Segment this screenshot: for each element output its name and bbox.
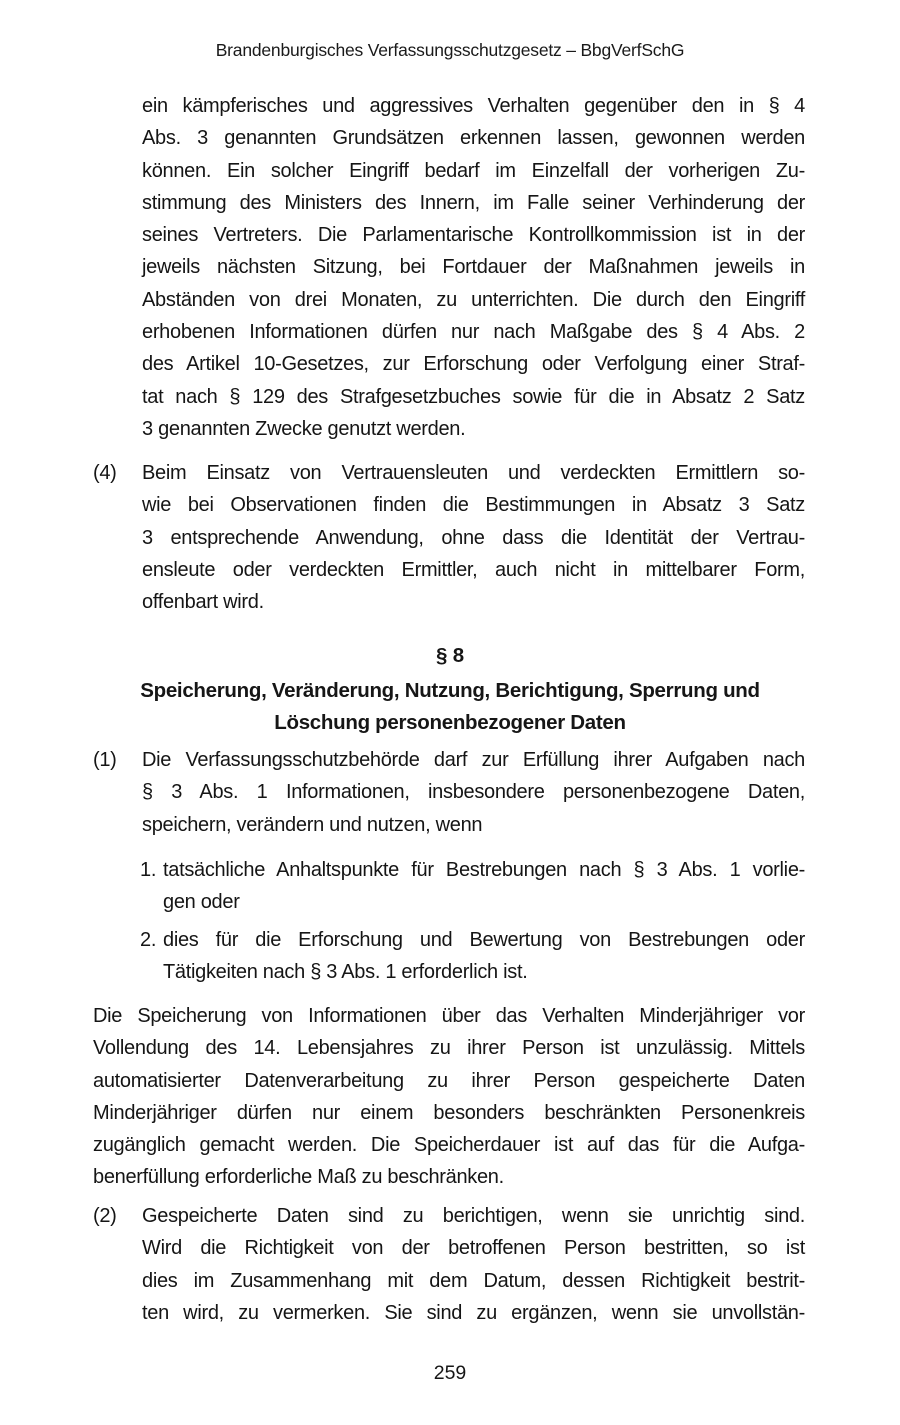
text-line: automatisierter Datenverarbeitung zu ihrer Person gespeicherte Daten	[93, 1069, 805, 1092]
text-line: zugänglich gemacht werden. Die Speicherdauer ist auf das für die Aufga-	[93, 1134, 805, 1157]
text-line: wie bei Observationen finden die Bestimmungen in Absatz 3 Satz	[142, 494, 805, 517]
text-line: können. Ein solcher Eingriff bedarf im Einzelfall der vorherigen Zu-	[142, 159, 805, 182]
section-number: § 8	[436, 644, 464, 667]
text-line: gen oder	[163, 891, 240, 914]
text-line: Die Verfassungsschutzbehörde darf zur Erfüllung ihrer Aufgaben nach	[142, 749, 805, 771]
text-line: 3 genannten Zwecke genutzt werden.	[142, 417, 466, 440]
text-line: Tätigkeiten nach § 3 Abs. 1 erforderlich ist.	[163, 961, 528, 984]
text-line: 3 entsprechende Anwendung, ohne dass die Identität der Vertrau-	[142, 526, 805, 549]
list-item-1	[163, 854, 805, 919]
text-line: speichern, verändern und nutzen, wenn	[142, 813, 483, 836]
section-title-line-1: Speicherung, Veränderung, Nutzung, Berichtigung, Sperrung und	[140, 679, 760, 702]
text-line: Abs. 3 genannten Grundsätzen erkennen lassen, gewonnen werden	[142, 127, 805, 150]
paragraph-marker: (4)	[93, 462, 117, 484]
list-item-2	[163, 924, 805, 989]
text-line: tatsächliche Anhaltspunkte für Bestrebungen nach § 3 Abs. 1 vorlie-	[163, 859, 805, 881]
running-header: Brandenburgisches Verfassungsschutzgesetz – BbgVerfSchG	[215, 40, 685, 60]
text-line: § 3 Abs. 1 Informationen, insbesondere personenbezogene Daten,	[142, 781, 805, 804]
text-line: erhobenen Informationen dürfen nur nach Maßgabe des § 4 Abs. 2	[142, 321, 805, 344]
text-line: Beim Einsatz von Vertrauensleuten und verdeckten Ermittlern so-	[142, 462, 805, 484]
text-line: ten wird, zu vermerken. Sie sind zu ergänzen, wenn sie unvollstän-	[142, 1301, 805, 1324]
text-line: seines Vertreters. Die Parlamentarische Kontrollkommission ist in der	[142, 224, 805, 247]
text-line: benerfüllung erforderliche Maß zu beschränken.	[93, 1166, 504, 1189]
text-line: dies für die Erforschung und Bewertung von Bestrebungen oder	[163, 929, 805, 951]
text-line: offenbart wird.	[142, 591, 264, 614]
list-item-number: 2.	[140, 929, 157, 951]
text-line: Die Speicherung von Informationen über das Verhalten Minderjähriger vor	[93, 1005, 805, 1027]
text-line: Vollendung des 14. Lebensjahres zu ihrer Person ist unzulässig. Mittels	[93, 1037, 805, 1060]
page-number: 259	[433, 1362, 467, 1384]
text-line: des Artikel 10-Gesetzes, zur Erforschung oder Verfolgung einer Straf-	[142, 353, 805, 376]
paragraph-abs4	[142, 457, 805, 618]
text-line: tat nach § 129 des Strafgesetzbuches sowie für die in Absatz 2 Satz	[142, 385, 805, 408]
text-line: dies im Zusammenhang mit dem Datum, dessen Richtigkeit bestrit-	[142, 1269, 805, 1292]
list-item-number: 1.	[140, 859, 157, 881]
text-line: jeweils nächsten Sitzung, bei Fortdauer der Maßnahmen jeweils in	[142, 256, 805, 279]
paragraph-abs3-continuation	[142, 90, 805, 445]
paragraph-marker: (1)	[93, 749, 117, 771]
section-title-line-2: Löschung personenbezogener Daten	[274, 711, 626, 734]
text-line: Abständen von drei Monaten, zu unterrichten. Die durch den Eingriff	[142, 288, 805, 311]
paragraph-abs2	[142, 1200, 805, 1329]
text-line: Gespeicherte Daten sind zu berichtigen, wenn sie unrichtig sind.	[142, 1205, 805, 1227]
text-line: ensleute oder verdeckten Ermittler, auch nicht in mittelbarer Form,	[142, 558, 805, 581]
text-line: Wird die Richtigkeit von der betroffenen Person bestritten, so ist	[142, 1237, 805, 1260]
paragraph-marker: (2)	[93, 1205, 117, 1227]
paragraph-minors-data	[93, 1000, 805, 1194]
text-line: stimmung des Ministers des Innern, im Falle seiner Verhinderung der	[142, 191, 805, 214]
text-line: Minderjähriger dürfen nur einem besonders beschränkten Personenkreis	[93, 1101, 805, 1124]
paragraph-abs1	[142, 744, 805, 841]
text-line: ein kämpferisches und aggressives Verhalten gegenüber den in § 4	[142, 95, 805, 117]
